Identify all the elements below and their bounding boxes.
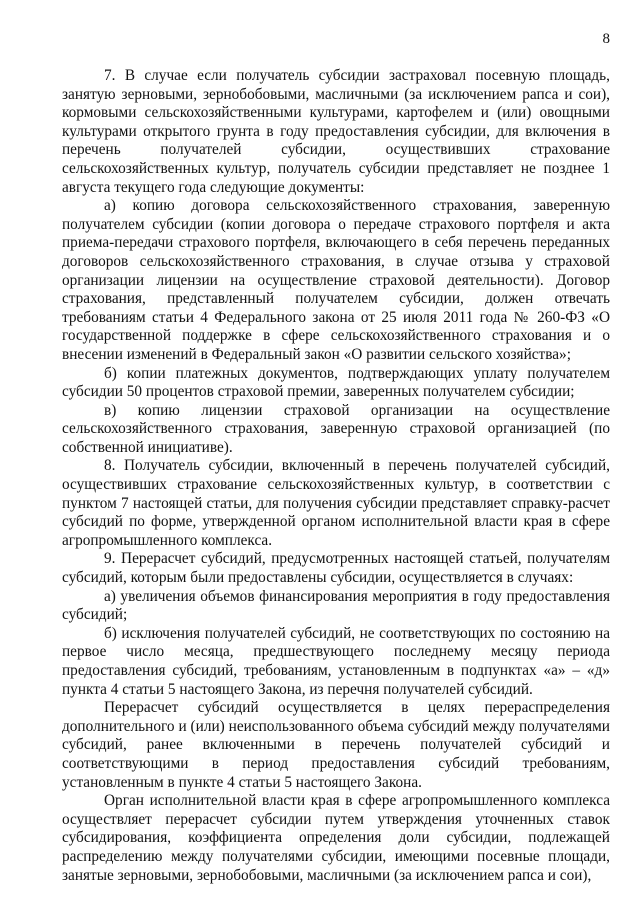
paragraph-recalc: Перерасчет субсидий осуществляется в целях перераспределения дополнительного и (или) неиспользованного объема субсидий между получателями субсидий, ранее включенными в перечень получателей субсидий и соответствующими в период предоставления субсидий требованиям, установленным в пункте 4 статьи 5 настоящего Закона. — [62, 699, 610, 791]
paragraph-9: 9. Перерасчет субсидий, предусмотренных настоящей статьей, получателям субсидий, которым были предоставлены субсидии, осуществляется в случаях: — [62, 550, 610, 587]
paragraph-7a: а) копию договора сельскохозяйственного страхования, заверенную получателем субсидии (копии договора о передаче страхового портфеля и акта приема-передачи страхового портфеля, включающего в себя перечень переданных договоров сельскохозяйственного страхования, в случае отзыва у страховой организации лицензии на осуществление страховой деятельности). Договор страхования, представленный получателем субсидии, должен отвечать требованиям статьи 4 Федерального закона от 25 июля 2011 года № 260-ФЗ «О государственной поддержке в сфере сельскохозяйственного страхования и о внесении изменений в Федеральный закон «О развитии сельского хозяйства»; — [62, 197, 610, 363]
paragraph-authority: Орган исполнительной власти края в сфере агропромышленного комплекса осуществляет перерасчет субсидии путем утверждения уточненных ставок субсидирования, коэффициента определения доли субсидии, подлежащей распределению между получателями субсидии, имеющими посевные площади, занятые зерновыми, зернобобовыми, масличными (за исключением рапса и сои), — [62, 792, 610, 884]
paragraph-9a: а) увеличения объемов финансирования мероприятия в году предоставления субсидий; — [62, 587, 610, 624]
document-body — [62, 67, 610, 885]
paragraph-8: 8. Получатель субсидии, включенный в перечень получателей субсидий, осуществивших страхование сельскохозяйственных культур, в соответствии с пунктом 7 настоящей статьи, для получения субсидии представляет справку-расчет субсидий по форме, утвержденной органом исполнительной власти края в сфере агропромышленного комплекса. — [62, 457, 610, 549]
paragraph-7v: в) копию лицензии страховой организации на осуществление сельскохозяйственного страхования, заверенную страховой организацией (по собственной инициативе). — [62, 401, 610, 456]
paragraph-7b: б) копии платежных документов, подтверждающих уплату получателем субсидии 50 процентов страховой премии, заверенных получателем субсидии; — [62, 364, 610, 401]
paragraph-7: 7. В случае если получатель субсидии застраховал посевную площадь, занятую зерновыми, зернобобовыми, масличными (за исключением рапса и сои), кормовыми сельскохозяйственными культурами, картофелем и (или) овощными культурами открытого грунта в году предоставления субсидии, для включения в перечень получателей субсидии, осуществивших страхование сельскохозяйственных культур, получатель субсидии представляет не позднее 1 августа текущего года следующие документы: — [62, 67, 610, 196]
page-number: 8 — [602, 31, 610, 47]
paragraph-9b: б) исключения получателей субсидий, не соответствующих по состоянию на первое число месяца, предшествующего последнему месяцу периода предоставления субсидий, требованиям, установленным в подпунктах «а» – «д» пункта 4 статьи 5 настоящего Закона, из перечня получателей субсидий. — [62, 624, 610, 698]
